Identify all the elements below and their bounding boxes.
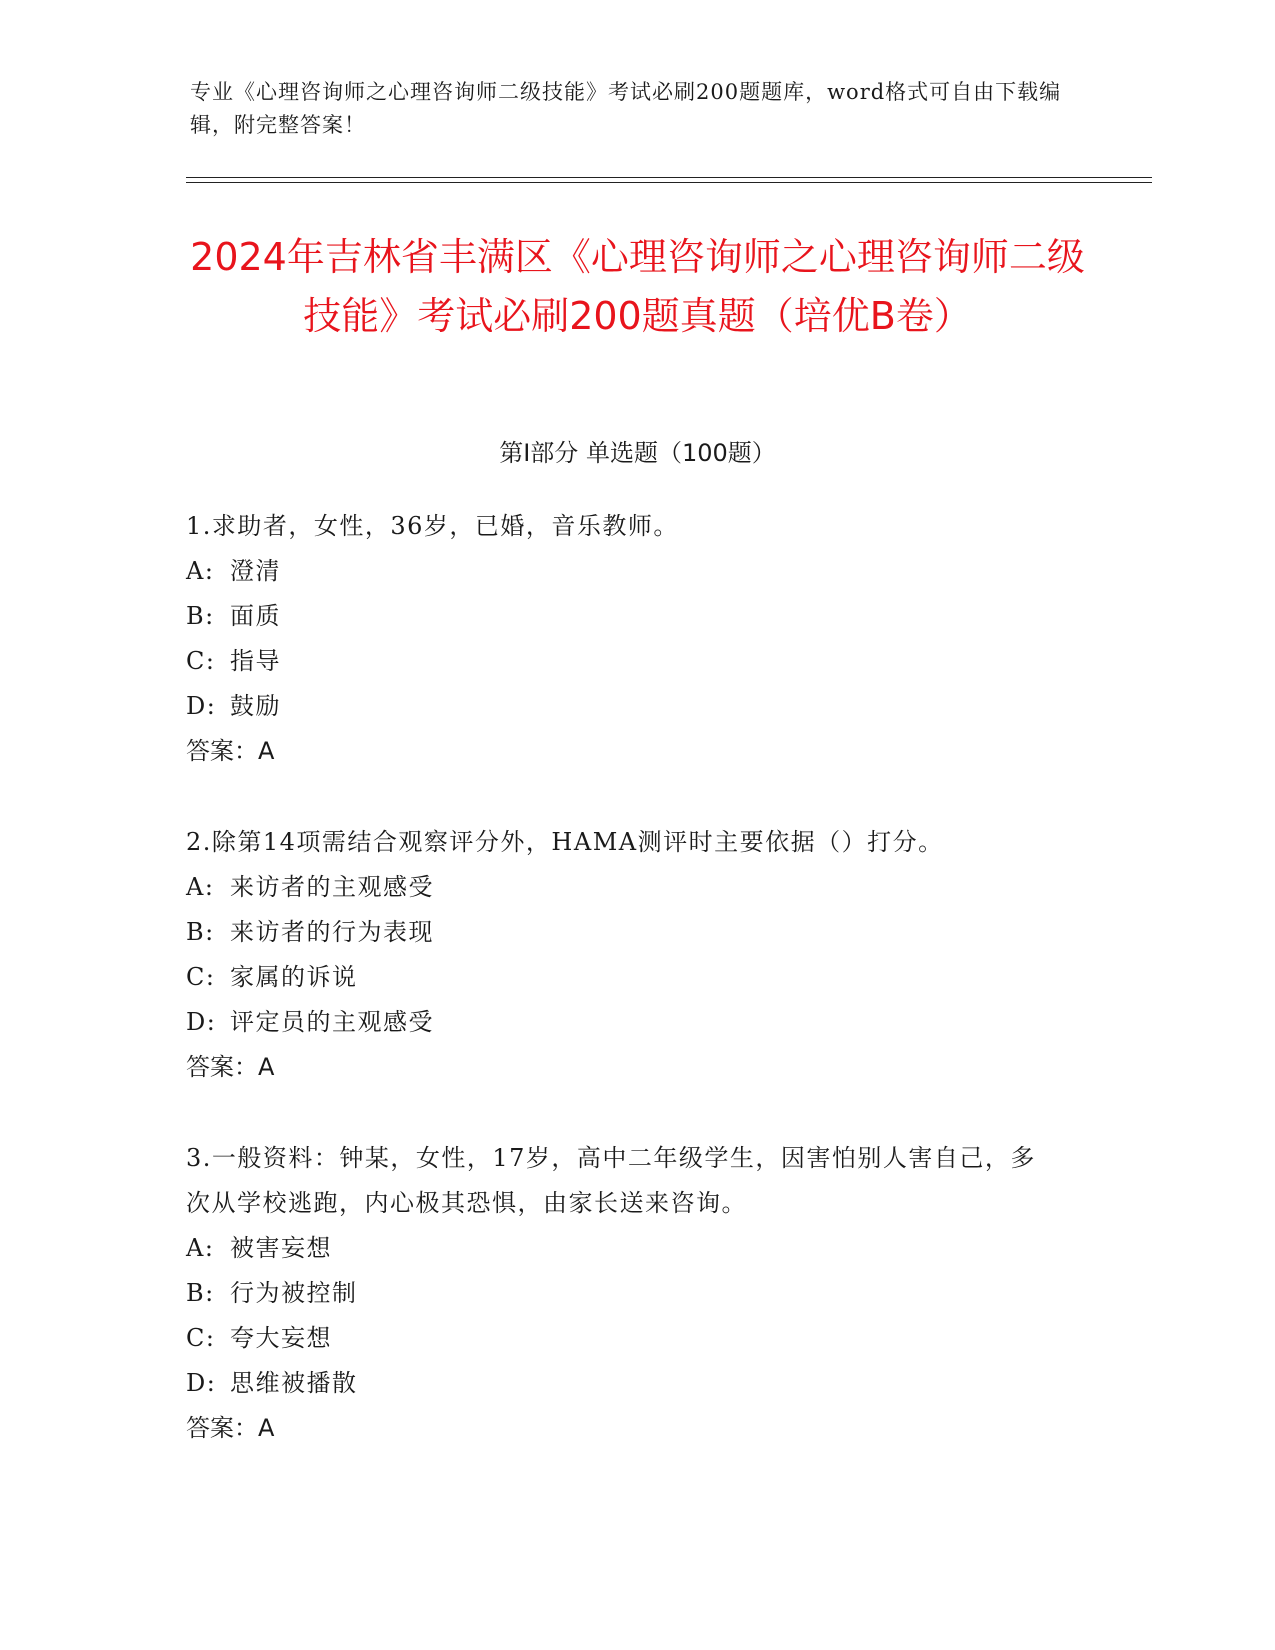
- header-divider-top: [186, 177, 1152, 178]
- question-1: [186, 504, 1086, 774]
- header-divider-bottom: [186, 182, 1152, 183]
- option-d: D: 评定员的主观感受: [186, 1008, 434, 1036]
- question-3: [186, 1136, 1046, 1451]
- question-stem: 1.求助者，女性，36岁，已婚，音乐教师。: [186, 512, 679, 540]
- question-stem: 3.一般资料：钟某，女性，17岁，高中二年级学生，因害怕别人害自己，多次从学校逃跑，内心极其恐惧，由家长送来咨询。: [186, 1144, 1036, 1217]
- option-d: D: 鼓励: [186, 692, 281, 720]
- option-b: B: 行为被控制: [186, 1279, 358, 1307]
- question-stem: 2.除第14项需结合观察评分外，HAMA测评时主要依据（）打分。: [186, 828, 944, 856]
- option-d: D: 思维被播散: [186, 1369, 358, 1397]
- option-c: C: 指导: [186, 647, 281, 675]
- document-title: 2024年吉林省丰满区《心理咨询师之心理咨询师二级技能》考试必刷200题真题（培优B卷）: [190, 235, 1085, 338]
- option-b: B: 面质: [186, 602, 281, 630]
- answer: 答案：A: [186, 1414, 275, 1442]
- option-b: B: 来访者的行为表现: [186, 918, 434, 946]
- option-a: A: 澄清: [186, 557, 281, 585]
- option-a: A: 来访者的主观感受: [186, 873, 434, 901]
- section-title: 第Ⅰ部分 单选题（100题）: [499, 439, 776, 467]
- answer: 答案：A: [186, 1053, 275, 1081]
- option-a: A: 被害妄想: [186, 1234, 332, 1262]
- answer: 答案：A: [186, 737, 275, 765]
- option-c: C: 夸大妄想: [186, 1324, 332, 1352]
- header-note: 专业《心理咨询师之心理咨询师二级技能》考试必刷200题题库，word格式可自由下载编辑，附完整答案！: [190, 80, 1062, 137]
- question-2: [186, 820, 1086, 1090]
- option-c: C: 家属的诉说: [186, 963, 358, 991]
